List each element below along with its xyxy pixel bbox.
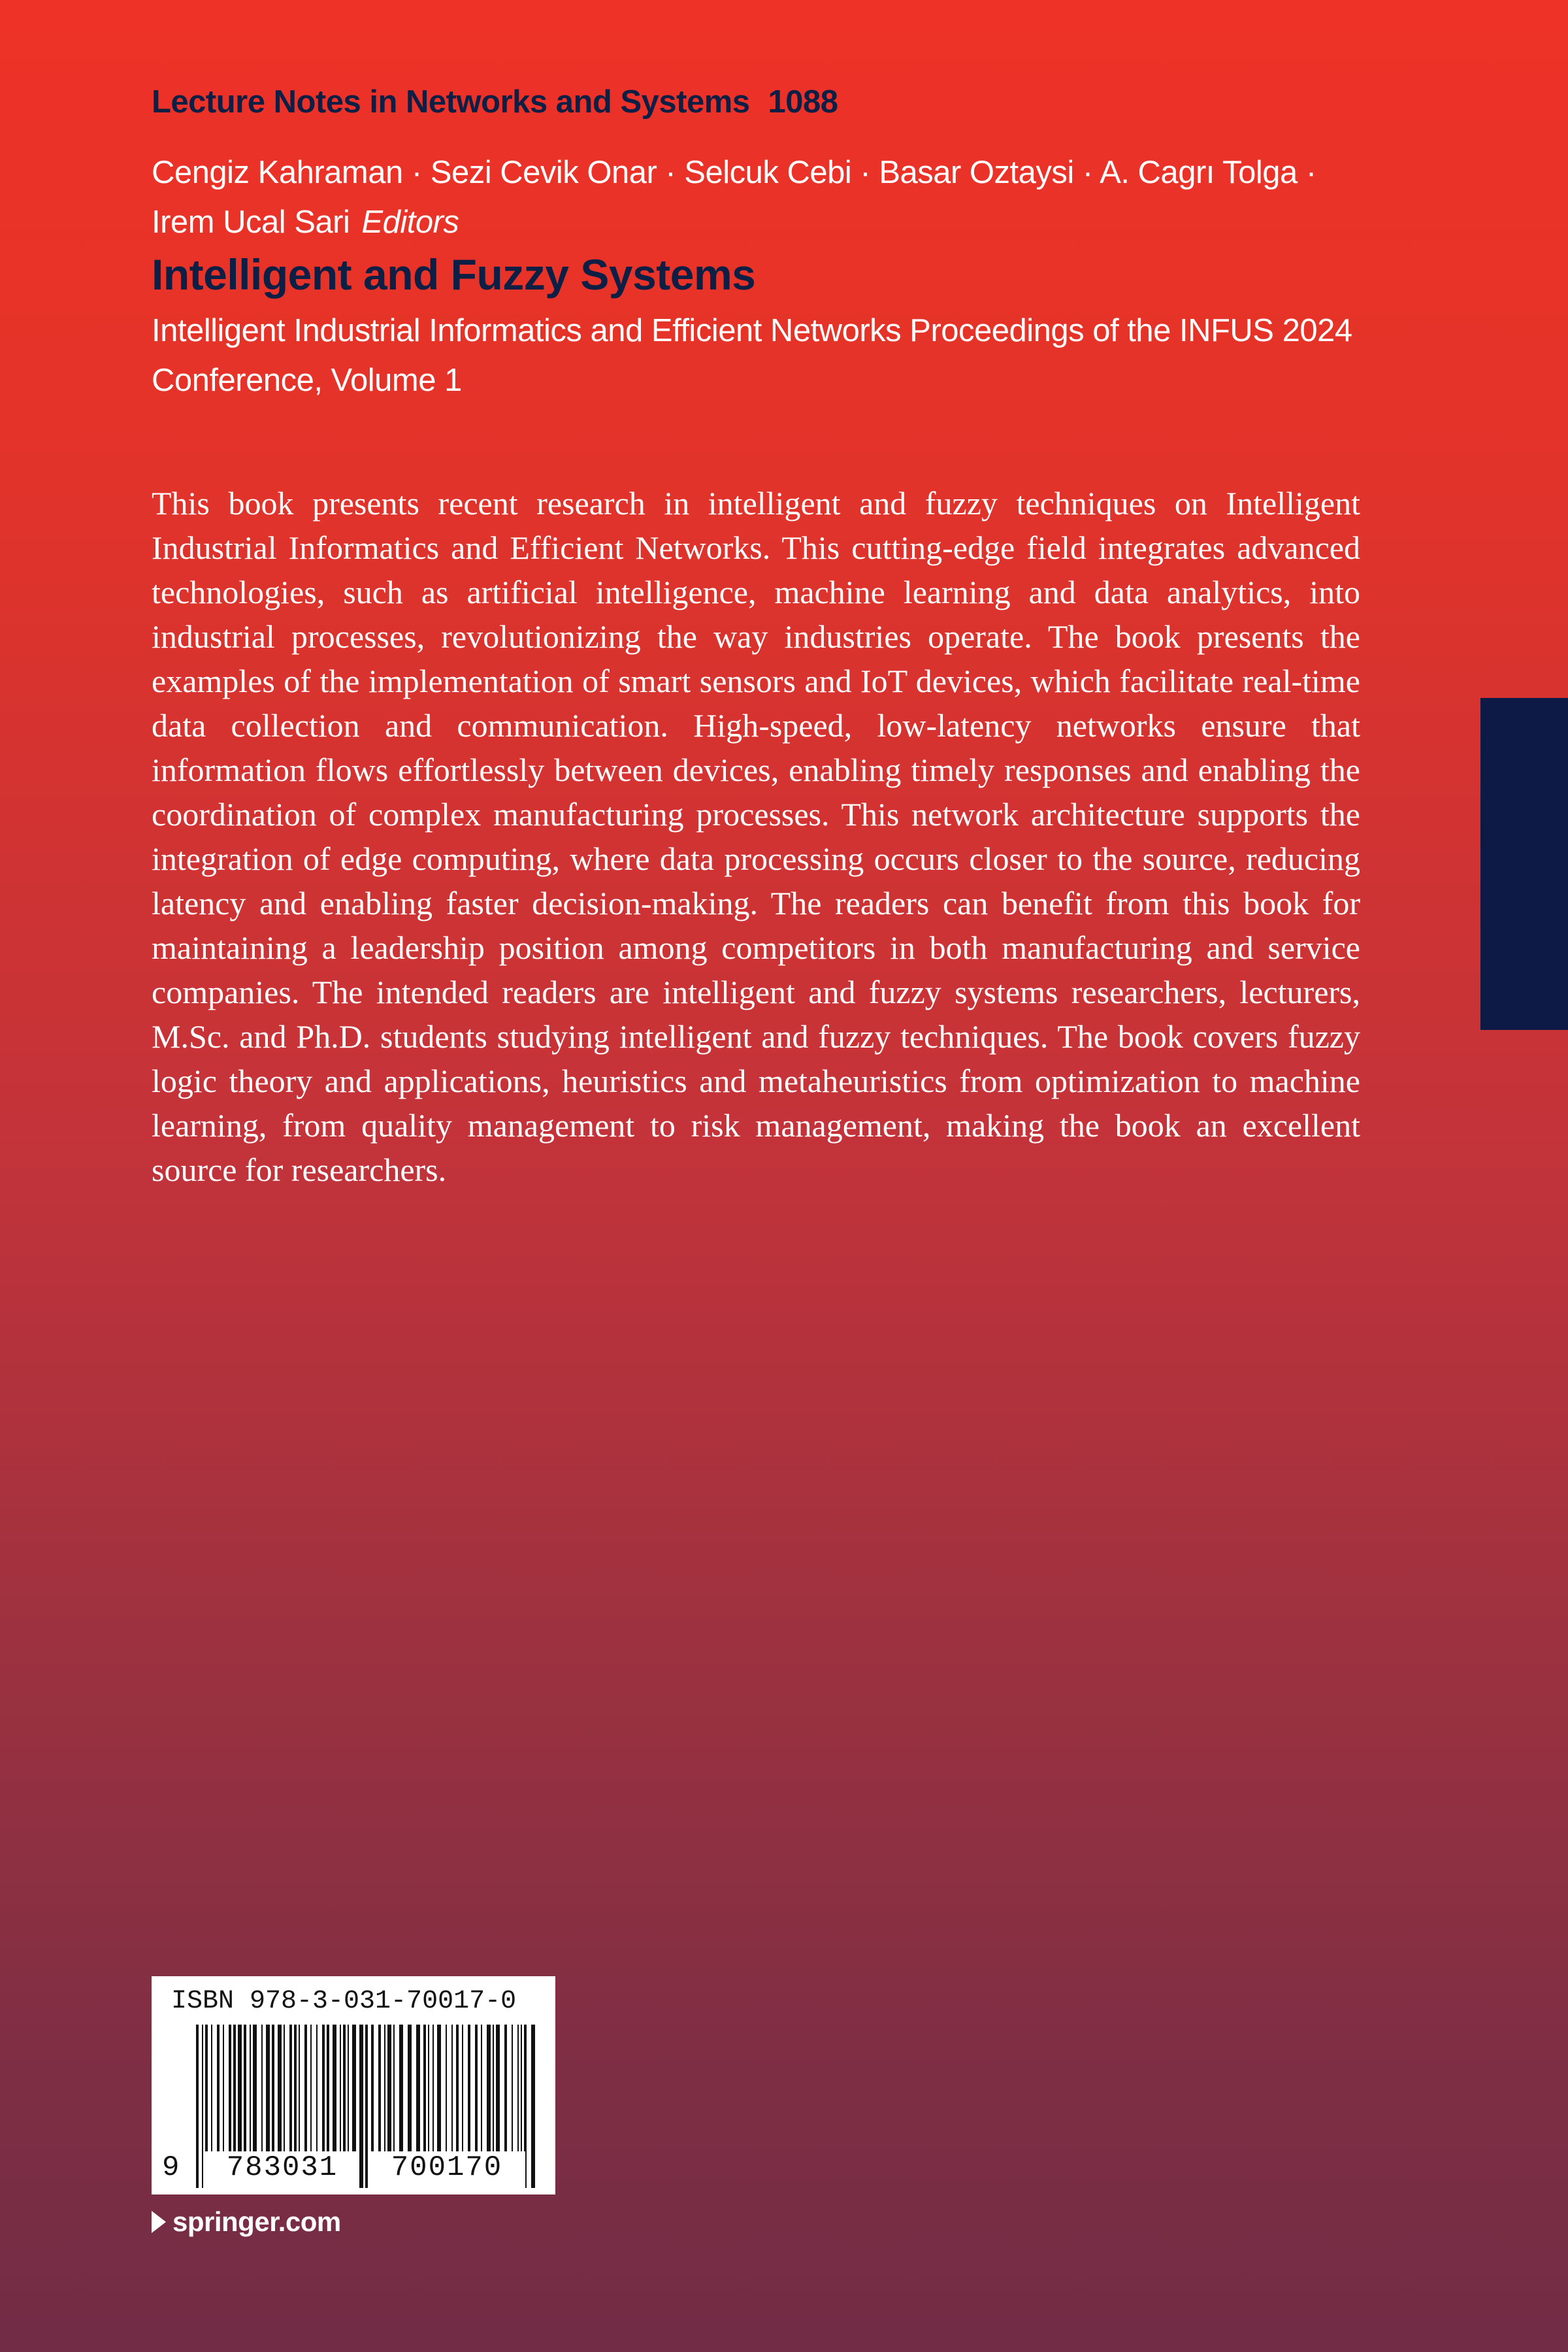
- barcode-digits-right: 700170: [368, 2151, 525, 2188]
- barcode-digit-first: 9: [162, 2151, 180, 2184]
- springer-link-text[interactable]: springer.com: [172, 2206, 341, 2237]
- barcode-bar: [196, 2025, 199, 2188]
- editors-line-1: Cengiz Kahraman · Sezi Cevik Onar · Selcuk Cebi · Basar Oztaysi · A. Cagrı Tolga ·: [152, 155, 1316, 190]
- series-name: Lecture Notes in Networks and Systems: [152, 84, 750, 120]
- isbn-barcode: [152, 1976, 555, 2195]
- barcode-bar: [359, 2025, 363, 2188]
- play-icon: [152, 2211, 166, 2233]
- isbn-number: ISBN 978-3-031-70017-0: [171, 1987, 517, 2016]
- book-subtitle: Intelligent Industrial Informatics and Efficient Networks Proceedings of the INFUS 2024 Conference, Volume 1: [152, 313, 1352, 398]
- barcode-digits-left: 783031: [205, 2151, 359, 2188]
- book-title: Intelligent and Fuzzy Systems: [152, 250, 756, 299]
- spine-tab: [1480, 698, 1568, 1030]
- series-line: [152, 84, 838, 120]
- editors-block: [152, 148, 1393, 247]
- editor-last-name: Irem Ucal Sari: [152, 205, 350, 240]
- barcode-bar: [202, 2025, 203, 2188]
- book-description: This book presents recent research in intelligent and fuzzy techniques on Intelligent Industrial Informatics and Efficient Networks. This cutting-edge field integrates advanced technologies, such as artificial intelligence, machine learning and data analytics, into industrial processes, revolutionizing the way industries operate. The book presents the examples of the implementation of smart sensors and IoT devices, which facilitate real-time data collection and communication. High-speed, low-latency networks ensure that information flows effortlessly between devices, enabling timely responses and enabling the coordination of complex manufacturing processes. This network architecture supports the integration of edge computing, where data processing occurs closer to the source, reducing latency and enabling faster decision-making. The readers can benefit from this book for maintaining a leadership position among competitors in both manufacturing and service companies. The intended readers are intelligent and fuzzy systems researchers, lecturers, M.Sc. and Ph.D. students studying intelligent and fuzzy techniques. The book covers fuzzy logic theory and applications, heuristics and metaheuristics from optimization to machine learning, from quality management to risk management, making the book an excellent source for researchers.: [152, 485, 1360, 1188]
- barcode-bar: [365, 2025, 368, 2188]
- barcode-bar: [531, 2025, 535, 2188]
- series-volume: 1088: [768, 84, 838, 120]
- editors-line-2: [152, 197, 1393, 247]
- springer-link[interactable]: [152, 2202, 341, 2242]
- editors-role: Editors: [361, 205, 459, 240]
